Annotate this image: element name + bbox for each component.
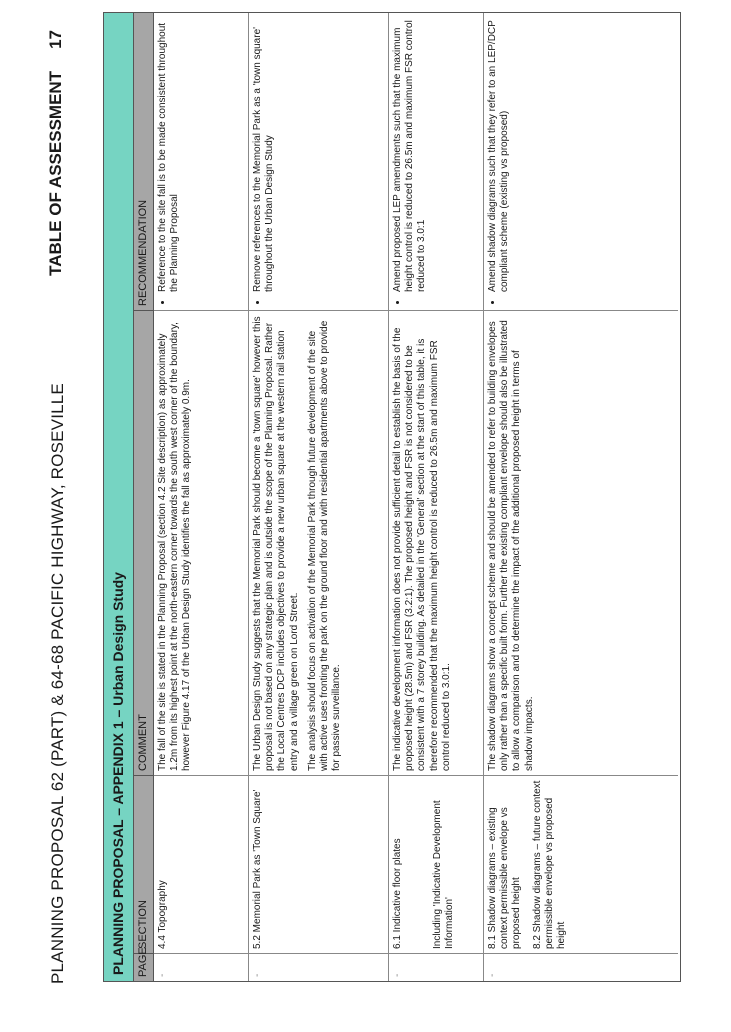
comment-paragraph: The shadow diagrams show a concept scheme and should be amended to refer to building envelopes only rather than a specific built form. Further the existing compliant envelope should also be illustrated to allow a comparison and to determine the impact of the additional proposed height in terms of shadow impacts. bbox=[487, 320, 535, 771]
section-text: 8.2 Shadow diagrams – future context permissible envelope vs proposed height bbox=[531, 780, 568, 949]
page-number: 17 bbox=[46, 30, 65, 49]
recommendation-cell bbox=[249, 13, 388, 310]
recommendation-item: • Amend proposed LEP amendments such that the maximum height control is reduced to 26.5m and maximum FSR control reduced to 3.0:1 bbox=[392, 17, 429, 292]
column-header-recommendation: RECOMMENDATION bbox=[137, 199, 149, 306]
section-text: 6.1 Indicative floor plates bbox=[392, 838, 403, 949]
table-row bbox=[484, 13, 678, 981]
comment-paragraph: The fall of the site is stated in the Planning Proposal (section 4.2 Site description) as approximately 1.2m from its highest point at the north-eastern corner towards the south west corner of the boundary, however Figure 4.17 of the Urban Design Study identifies the fall as approximately 0.9m. bbox=[157, 322, 193, 771]
table-header-row bbox=[134, 13, 154, 981]
comment-cell bbox=[154, 310, 248, 775]
section-heading bbox=[46, 30, 66, 276]
section-cell bbox=[484, 775, 678, 953]
recommendation-cell bbox=[484, 13, 678, 310]
comment-cell bbox=[249, 310, 388, 775]
comment-paragraph: The analysis should focus on activation of the Memorial Park through future development of the site with active uses fronting the park on the ground floor and with residential apartments above to provide for passive surveillance. bbox=[306, 320, 343, 771]
section-text: 4.4 Topography bbox=[157, 880, 168, 949]
table-row bbox=[389, 13, 484, 981]
page-cell: - bbox=[389, 953, 483, 981]
comment-cell bbox=[389, 310, 483, 775]
comment-cell bbox=[484, 310, 678, 775]
section-cell bbox=[389, 775, 483, 953]
section-text: 5.2 Memorial Park as 'Town Square' bbox=[252, 789, 263, 949]
section-cell bbox=[249, 775, 388, 953]
recommendation-cell bbox=[389, 13, 483, 310]
table-row bbox=[154, 13, 249, 981]
recommendation-cell bbox=[154, 13, 248, 310]
section-text: 8.1 Shadow diagrams – existing context permissible envelope vs proposed height bbox=[487, 807, 523, 949]
comment-paragraph: The Urban Design Study suggests that the Memorial Park should become a 'town square' however this proposal is not based on any strategic plan and is outside the scope of the Planning Proposal. Rather the Local Centres DCP includes objectives to provide a new urban square at the western rail station entry and a village green on Lord Street. bbox=[252, 316, 300, 771]
column-header-page: PAGE bbox=[134, 953, 153, 981]
page-cell: - bbox=[249, 953, 388, 981]
comment-paragraph: The indicative development information does not provide sufficient detail to establish the basis of the proposed height (28.5m) and FSR (3.2:1). The proposed height and FSR is not considered to be consistent with a 7 storey building. As detailed in the 'General' section at the start of this table, it is therefore recommended that the maximum height control is reduced to 26.5m and maximum FSR control reduced to 3.0:1. bbox=[392, 327, 452, 771]
column-header-section: SECTION bbox=[134, 775, 153, 953]
page-cell: - bbox=[154, 953, 248, 981]
table-banner: PLANNING PROPOSAL – APPENDIX 1 – Urban Design Study bbox=[104, 13, 134, 981]
assessment-table bbox=[103, 12, 681, 982]
section-title: TABLE OF ASSESSMENT bbox=[46, 70, 65, 276]
recommendation-item: • Amend shadow diagrams such that they refer to an LEP/DCP compliant scheme (existing vs proposed) bbox=[487, 17, 511, 292]
section-cell bbox=[154, 775, 248, 953]
recommendation-item: • Reference to the site fall is to be made consistent throughout the Planning Proposal bbox=[157, 17, 181, 292]
page-cell: - bbox=[484, 953, 678, 981]
recommendation-item: • Remove references to the Memorial Park as a 'town square' throughout the Urban Design Study bbox=[252, 17, 276, 292]
table-row bbox=[249, 13, 389, 981]
document-title: PLANNING PROPOSAL 62 (PART) & 64-68 PACIFIC HIGHWAY, ROSEVILLE bbox=[48, 383, 67, 984]
section-text: Including 'Indicative Development Information' bbox=[432, 800, 456, 949]
column-header-comment: COMMENT bbox=[134, 310, 153, 775]
